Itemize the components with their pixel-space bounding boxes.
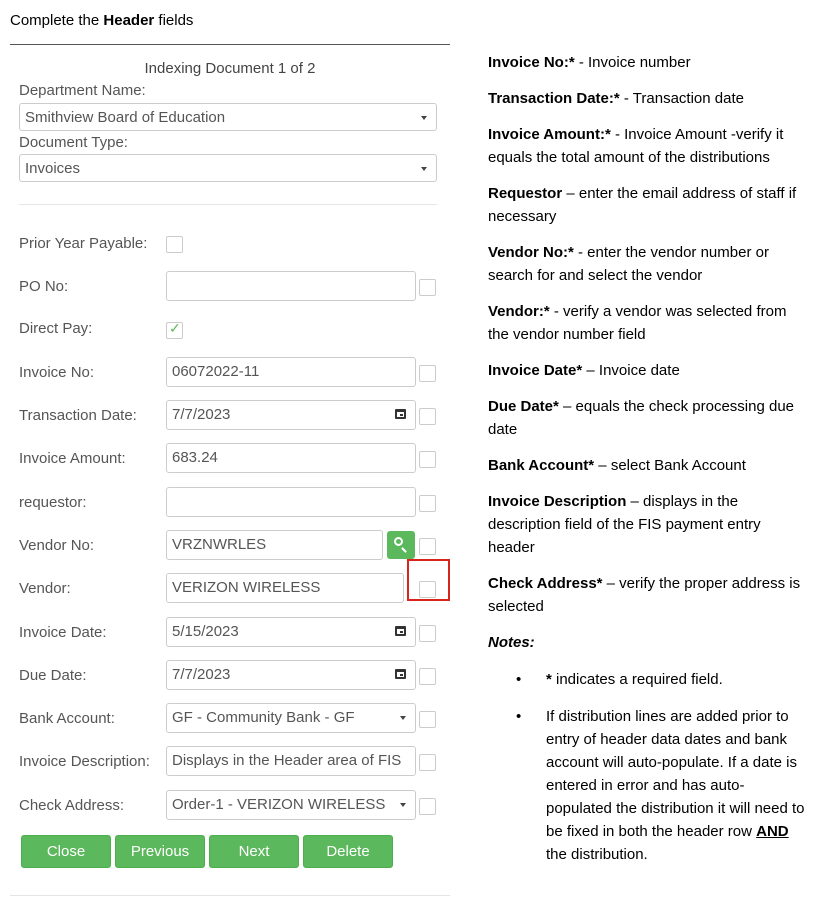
indexing-form <box>10 46 450 896</box>
prior-year-label: Prior Year Payable: <box>19 235 148 252</box>
heading-rule <box>10 44 450 45</box>
chevron-down-icon <box>421 116 427 120</box>
calendar-icon[interactable] <box>395 669 406 679</box>
chevron-down-icon <box>421 167 427 171</box>
invoice-no-label: Invoice No: <box>19 364 95 381</box>
invoice-amount-checkbox[interactable] <box>419 451 436 468</box>
invoice-date-checkbox[interactable] <box>419 625 436 642</box>
help-item: Due Date* – equals the check processing due date <box>488 398 795 438</box>
vendor-no-label: Vendor No: <box>19 537 95 554</box>
vendor-search-button[interactable] <box>387 531 415 559</box>
doctype-label: Document Type: <box>19 134 128 151</box>
help-item: Transaction Date:* - Transaction date <box>488 90 744 107</box>
heading-bold: Header <box>103 12 155 29</box>
bank-account-select[interactable] <box>166 703 416 733</box>
due-date-value: 7/7/2023 <box>172 666 231 683</box>
direct-pay-checkbox[interactable] <box>166 322 183 339</box>
notes-title: Notes: <box>488 634 535 651</box>
po-no-input[interactable] <box>166 271 416 301</box>
transaction-date-input[interactable] <box>166 400 416 430</box>
invoice-description-input[interactable]: Displays in the Header area of FIS <box>166 746 416 776</box>
note-item: • If distribution lines are added prior to entry of header data dates and bank account will auto-populate. If a date is entered in error and has auto-populated the distribution it will need to be fixed in both the header row AND the distribution. <box>488 705 808 866</box>
notes-list <box>488 668 808 866</box>
heading-suffix: fields <box>154 12 194 29</box>
transaction-date-checkbox[interactable] <box>419 408 436 425</box>
next-button[interactable]: Next <box>209 835 299 868</box>
vendor-label: Vendor: <box>19 580 71 597</box>
help-item: Invoice Description – displays in the description field of the FIS payment entry header <box>488 493 761 556</box>
help-text <box>488 51 808 880</box>
due-date-checkbox[interactable] <box>419 668 436 685</box>
check-address-select[interactable] <box>166 790 416 820</box>
heading-prefix: Complete the <box>10 12 104 29</box>
invoice-description-label: Invoice Description: <box>19 753 150 770</box>
indexing-status: Indexing Document 1 of 2 <box>144 60 316 77</box>
department-label: Department Name: <box>19 82 146 99</box>
po-no-label: PO No: <box>19 278 69 295</box>
invoice-date-input[interactable] <box>166 617 416 647</box>
invoice-date-value: 5/15/2023 <box>172 623 239 640</box>
help-item: Requestor – enter the email address of staff if necessary <box>488 185 797 225</box>
invoice-description-checkbox[interactable] <box>419 754 436 771</box>
help-item: Invoice Amount:* - Invoice Amount -verify it equals the total amount of the distributions <box>488 126 784 166</box>
vendor-no-input[interactable]: VRZNWRLES <box>166 530 383 560</box>
invoice-amount-input[interactable]: 683.24 <box>166 443 416 473</box>
check-address-label: Check Address: <box>19 797 125 814</box>
help-item: Check Address* – verify the proper address is selected <box>488 575 801 615</box>
previous-button[interactable]: Previous <box>115 835 205 868</box>
help-item: Invoice No:* - Invoice number <box>488 54 691 71</box>
help-item: Vendor No:* - enter the vendor number or search for and select the vendor <box>488 244 769 284</box>
doctype-value: Invoices <box>25 160 81 177</box>
panel-bottom-rule <box>10 895 450 896</box>
check-address-value: Order-1 - VERIZON WIRELESS <box>172 796 386 813</box>
help-item: Vendor:* - verify a vendor was selected from the vendor number field <box>488 303 787 343</box>
chevron-down-icon <box>400 803 406 807</box>
requestor-checkbox[interactable] <box>419 495 436 512</box>
bank-account-label: Bank Account: <box>19 710 115 727</box>
due-date-input[interactable] <box>166 660 416 690</box>
department-value: Smithview Board of Education <box>25 109 226 126</box>
calendar-icon[interactable] <box>395 626 406 636</box>
vendor-no-checkbox[interactable] <box>419 538 436 555</box>
transaction-date-label: Transaction Date: <box>19 407 137 424</box>
requestor-input[interactable] <box>166 487 416 517</box>
department-select[interactable] <box>19 103 437 131</box>
requestor-label: requestor: <box>19 494 87 511</box>
search-icon <box>394 537 403 546</box>
check-icon: ✓ <box>169 320 181 336</box>
transaction-date-value: 7/7/2023 <box>172 406 231 423</box>
help-item: Bank Account* – select Bank Account <box>488 457 746 474</box>
check-address-checkbox[interactable] <box>419 798 436 815</box>
calendar-icon[interactable] <box>395 409 406 419</box>
close-button[interactable]: Close <box>21 835 111 868</box>
po-no-checkbox[interactable] <box>419 279 436 296</box>
delete-button[interactable]: Delete <box>303 835 393 868</box>
doctype-select[interactable] <box>19 154 437 182</box>
invoice-no-checkbox[interactable] <box>419 365 436 382</box>
bank-account-value: GF - Community Bank - GF <box>172 709 355 726</box>
help-item: Invoice Date* – Invoice date <box>488 362 680 379</box>
invoice-no-input[interactable]: 06072022-11 <box>166 357 416 387</box>
invoice-date-label: Invoice Date: <box>19 624 107 641</box>
bank-account-checkbox[interactable] <box>419 711 436 728</box>
direct-pay-label: Direct Pay: <box>19 320 93 337</box>
prior-year-checkbox[interactable] <box>166 236 183 253</box>
vendor-input[interactable]: VERIZON WIRELESS <box>166 573 404 603</box>
form-divider <box>19 204 437 205</box>
page-heading <box>10 12 193 29</box>
chevron-down-icon <box>400 716 406 720</box>
note-item: • * indicates a required field. <box>488 668 808 691</box>
due-date-label: Due Date: <box>19 667 87 684</box>
highlight-box <box>407 559 450 601</box>
invoice-amount-label: Invoice Amount: <box>19 450 126 467</box>
